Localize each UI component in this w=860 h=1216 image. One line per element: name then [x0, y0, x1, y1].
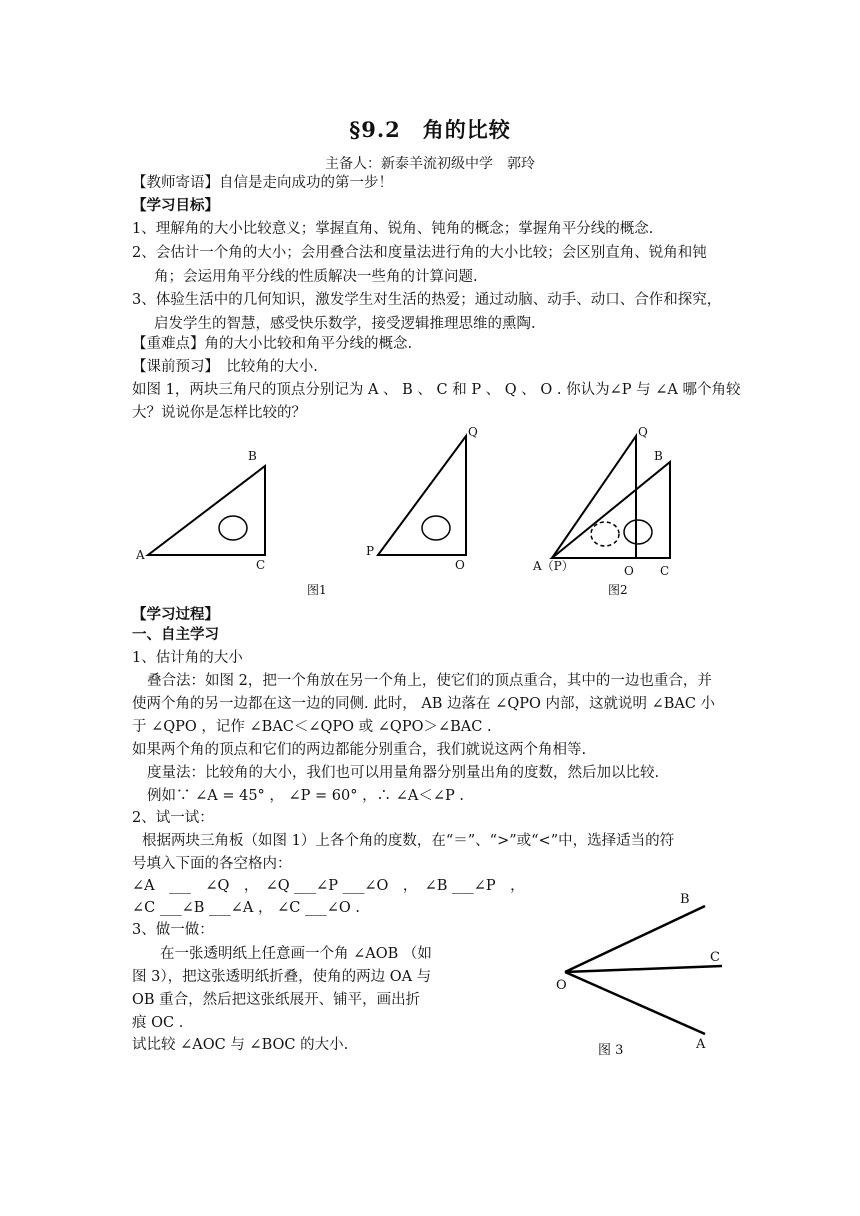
- key-points: 【重难点】角的大小比较和角平分线的概念.: [132, 336, 413, 352]
- do-text-4: 痕 OC .: [132, 1015, 184, 1031]
- fig2-triangle-abc: [552, 462, 670, 558]
- measure-example: 例如∵ ∠A = 45° ， ∠P = 60° ，∴ ∠A＜∠P .: [147, 788, 464, 804]
- measure-method: 度量法：比较角的大小，我们也可以用量角器分别量出角的度数，然后加以比较.: [147, 765, 660, 781]
- objective-3: 3、体验生活中的几何知识，激发学生对生活的热爱；通过动脑、动手、动口、合作和探究，: [132, 292, 722, 308]
- fig2-label-o: O: [624, 564, 634, 578]
- objective-3-cont: 启发学生的智慧，感受快乐数学，接受逻辑推理思维的熏陶.: [154, 316, 536, 332]
- process-heading: 【学习过程】: [132, 606, 219, 623]
- try-heading: 2、试一试：: [132, 810, 214, 826]
- page-title: §9.2 角的比较: [349, 117, 511, 142]
- fig2-caption: 图2: [608, 583, 628, 597]
- triangle-abc-hole: [219, 516, 247, 540]
- fig2-label-b: B: [654, 449, 663, 463]
- fig2-label-c: C: [660, 564, 670, 578]
- fig1-label-q: Q: [468, 425, 478, 439]
- fig2-label-ap: A（P）: [533, 559, 574, 573]
- preview-heading: 【课前预习】 比较角的大小.: [132, 359, 318, 375]
- fig3-label-b: B: [680, 892, 690, 907]
- do-text-5: 试比较 ∠AOC 与 ∠BOC 的大小.: [132, 1037, 349, 1053]
- do-text-1: 在一张透明纸上任意画一个角 ∠AOB （如: [160, 946, 432, 962]
- fig1-label-c: C: [256, 558, 266, 572]
- teacher-message: 【教师寄语】自信是走向成功的第一步！: [132, 175, 393, 191]
- fig3-label-a: A: [696, 1037, 706, 1052]
- objective-2: 2、会估计一个角的大小；会用叠合法和度量法进行角的大小比较；会区别直角、锐角和钝: [132, 245, 707, 261]
- triangle-pqo-hole: [422, 516, 450, 540]
- overlay-method-cont: 使两个角的另一边都在这一边的同侧. 此时， AB 边落在 ∠QPO 内部，这就说明 ∠BAC 小: [132, 696, 716, 712]
- blanks-row-2: ∠C ___∠B ___∠A ， ∠C ___∠O .: [132, 900, 360, 916]
- try-text-1: 根据两块三角板（如图 1）上各个角的度数，在“＝”、“>”或“<”中，选择适当的符: [142, 833, 675, 849]
- fig2-label-q: Q: [638, 425, 648, 439]
- author-line: 主备人：新泰羊流初级中学 郭玲: [325, 156, 535, 172]
- do-text-2: 图 3），把这张透明纸折叠，使角的两边 OA 与: [132, 969, 432, 985]
- ray-oa: [565, 972, 705, 1034]
- triangle-abc: [148, 466, 265, 555]
- estimate-heading: 1、估计角的大小: [132, 650, 243, 666]
- fig1-label-a: A: [136, 548, 145, 562]
- fig2-solid-hole: [624, 520, 652, 544]
- fig2-triangle-pqo: [552, 436, 636, 558]
- do-heading: 3、做一做：: [132, 922, 214, 938]
- preview-text-2: 大？说说你是怎样比较的？: [132, 405, 306, 421]
- preview-text-1: 如图 1，两块三角尺的顶点分别记为 A 、 B 、 C 和 P 、 Q 、 O . 你认为∠P 与 ∠A 哪个角较: [132, 382, 741, 398]
- self-study-heading: 一、自主学习: [132, 626, 219, 643]
- try-text-2: 号填入下面的各空格内：: [132, 856, 292, 872]
- section-objectives: 【学习目标】: [132, 197, 219, 214]
- fig1-label-p: P: [366, 544, 375, 558]
- ray-ob: [565, 906, 705, 972]
- equal-angles: 如果两个角的顶点和它们的两边都能分别重合，我们就说这两个角相等.: [132, 742, 587, 758]
- fig3-label-c: C: [710, 950, 720, 965]
- objective-2-cont: 角；会运用角平分线的性质解决一些角的计算问题.: [154, 269, 478, 285]
- fig1-label-b: B: [248, 449, 257, 463]
- blanks-row-1: ∠A ___ ∠Q ， ∠Q ___∠P ___∠O ， ∠B ___∠P ，: [132, 878, 525, 894]
- ray-oc: [565, 966, 722, 972]
- do-text-3: OB 重合，然后把这张纸展开、铺平，画出折: [132, 992, 421, 1008]
- fig2-dashed-hole: [591, 522, 619, 546]
- overlay-notation: 于 ∠QPO ，记作 ∠BAC＜∠QPO 或 ∠QPO＞∠BAC .: [132, 719, 492, 735]
- objective-1: 1、理解角的大小比较意义；掌握直角、锐角、钝角的概念；掌握角平分线的概念.: [132, 221, 654, 237]
- fig1-label-o: O: [455, 558, 465, 572]
- triangle-pqo: [378, 436, 466, 555]
- overlay-method: 叠合法：如图 2，把一个角放在另一个角上，使它们的顶点重合，其中的一边也重合，并: [147, 673, 712, 689]
- fig3-caption: 图 3: [598, 1043, 624, 1058]
- fig1-caption: 图1: [307, 583, 327, 597]
- fig3-label-o: O: [556, 978, 567, 993]
